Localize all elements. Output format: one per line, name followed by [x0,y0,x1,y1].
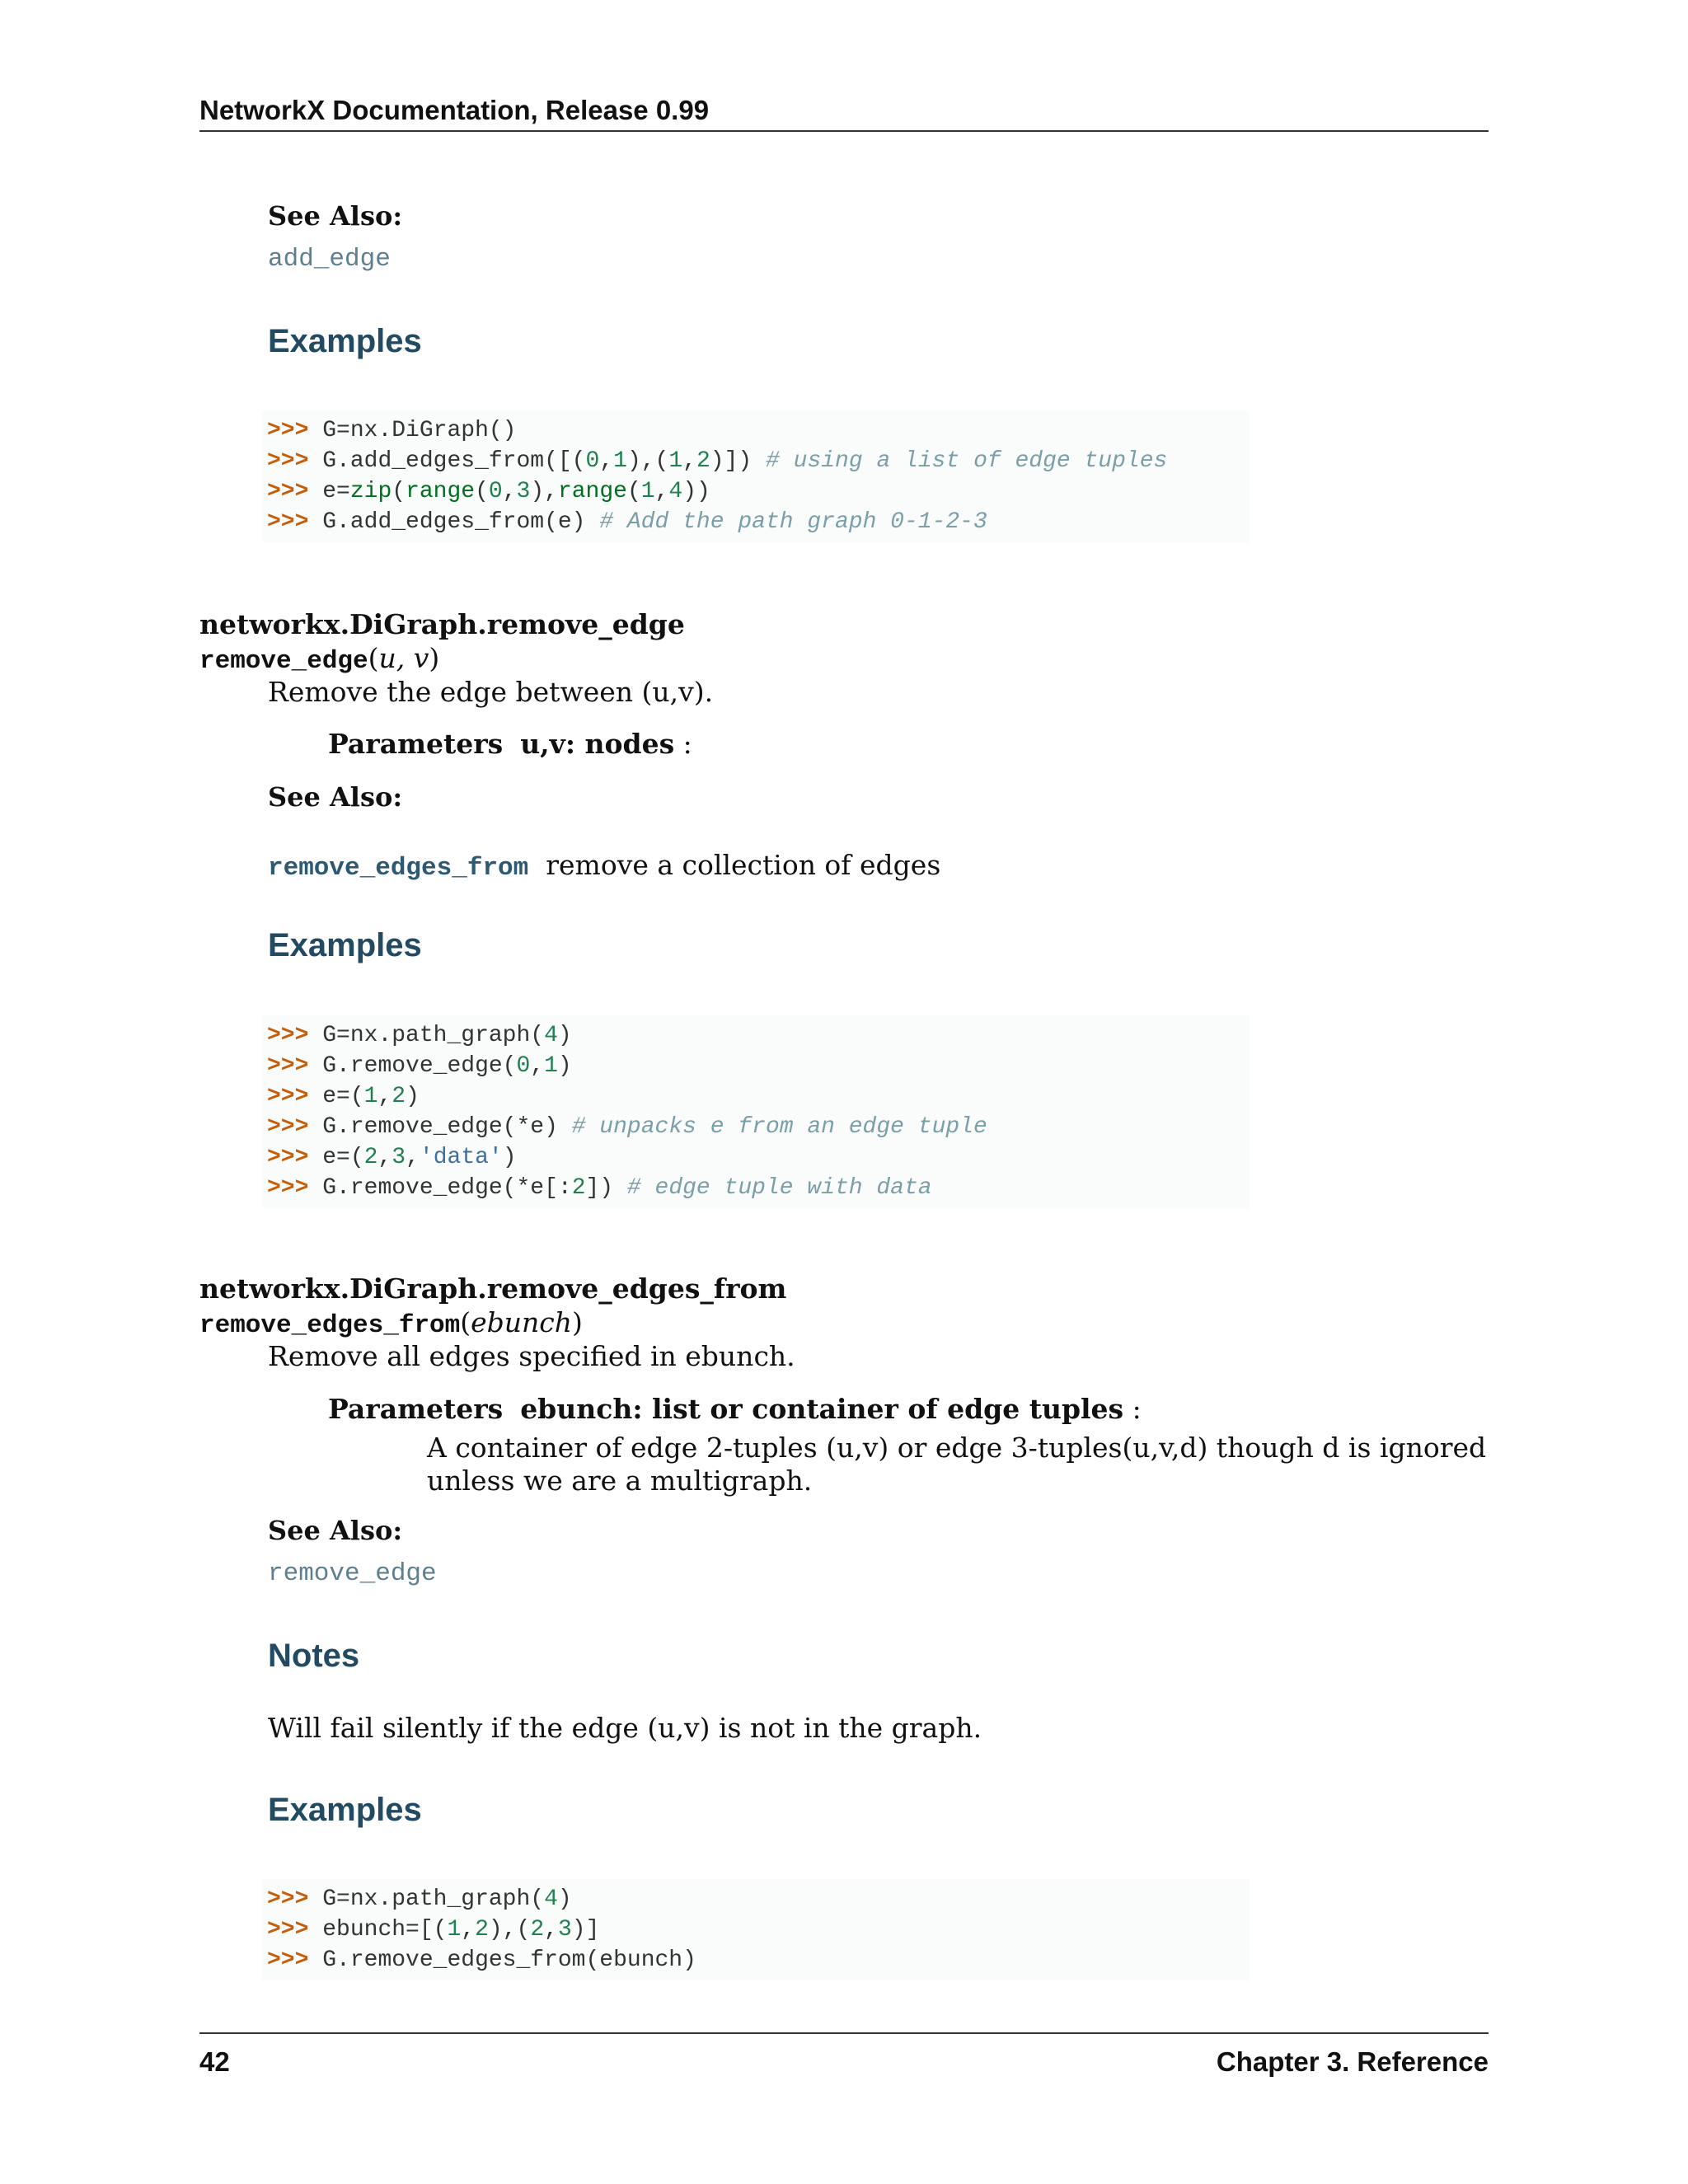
description-remove-edges-from: Remove all edges specified in ebunch. [268,1340,795,1372]
code-text: e=( [322,1084,364,1109]
code-prompt: >>> [267,1886,309,1912]
code-text: , [544,1917,558,1943]
code-line [267,446,1245,476]
header-title: NetworkX Documentation, Release 0.99 [199,95,710,125]
code-text: ( [392,479,406,504]
code-text: , [377,1145,392,1170]
code-line [267,1884,1245,1915]
code-comment: # using a list of edge tuples [766,448,1168,474]
signature-args: u, v [378,642,429,674]
code-text: G.remove_edge(*e[: [322,1175,572,1201]
code-line [267,1945,1245,1975]
qualified-name-remove-edge: networkx.DiGraph.remove_edge [199,608,685,640]
paren-open: ( [460,1306,471,1338]
code-number: 3 [557,1917,572,1943]
chapter-title: Chapter 3. Reference [1216,2046,1489,2077]
see-also-link-remove-edge[interactable]: remove_edge [268,1559,437,1588]
code-text: G=nx.DiGraph() [322,418,517,443]
parameters-desc-line2: unless we are a multigraph. [427,1465,813,1497]
code-text: , [406,1145,420,1170]
code-prompt: >>> [267,1947,309,1973]
code-text: ]) [585,1175,614,1201]
code-number: 1 [640,479,655,504]
code-line [267,1081,1245,1112]
code-number: 4 [544,1886,558,1912]
code-text: ) [557,1023,572,1048]
parameters-label: Parameters [328,728,504,760]
code-comment: # edge tuple with data [626,1175,932,1201]
code-number: 0 [488,479,503,504]
code-prompt: >>> [267,1917,309,1943]
code-prompt: >>> [267,479,309,504]
code-number: 0 [516,1053,531,1079]
qualified-name-remove-edges-from: networkx.DiGraph.remove_edges_from [199,1272,787,1305]
code-number: 1 [544,1053,558,1079]
code-comment: # unpacks e from an edge tuple [571,1114,987,1140]
code-line [267,415,1245,446]
code-text: )]) [710,448,753,474]
description-remove-edge: Remove the edge between (u,v). [268,676,714,708]
code-text: G.remove_edge(*e) [322,1114,558,1140]
code-prompt: >>> [267,1175,309,1201]
code-text: G.add_edges_from(e) [322,509,586,535]
code-number: 3 [516,479,531,504]
code-block [262,410,1250,542]
page-header [199,94,1489,132]
code-number: 1 [668,448,683,474]
code-text: , [502,479,517,504]
signature-name: remove_edge [199,647,368,676]
parameters-text: u,v: nodes [520,728,675,760]
code-text: , [530,1053,545,1079]
code-text: ) [406,1084,420,1109]
page-number: 42 [199,2046,230,2077]
see-also-link-add-edge[interactable]: add_edge [268,245,391,274]
code-text: ) [557,1886,572,1912]
parameters-remove-edges-from [328,1393,1142,1426]
code-prompt: >>> [267,1114,309,1140]
code-text: , [377,1084,392,1109]
code-number: 2 [571,1175,586,1201]
see-also-label: See Also: [268,200,403,232]
code-number: 0 [585,448,600,474]
code-prompt: >>> [267,1145,309,1170]
signature-remove-edge [199,642,439,678]
code-line [267,1020,1245,1051]
code-text: )) [682,479,710,504]
code-prompt: >>> [267,1084,309,1109]
code-text: G.remove_edges_from(ebunch) [322,1947,696,1973]
parameters-remove-edge [328,728,692,761]
code-builtin: zip [349,479,392,504]
code-number: 4 [668,479,683,504]
code-text: , [461,1917,476,1943]
code-line [267,1142,1245,1173]
code-line [267,1915,1245,1945]
code-line [267,1051,1245,1081]
code-text: ) [557,1053,572,1079]
notes-text: Will fail silently if the edge (u,v) is not in the graph. [268,1712,982,1744]
code-text: )] [571,1917,600,1943]
code-text: ( [475,479,489,504]
code-number: 4 [544,1023,558,1048]
signature-remove-edges-from [199,1306,583,1343]
parameters-suffix: : [674,728,692,760]
code-line [267,1173,1245,1203]
code-prompt: >>> [267,418,309,443]
code-text: ( [626,479,641,504]
paren-open: ( [368,642,379,674]
see-also-row [268,849,940,885]
examples-heading: Examples [268,1792,422,1828]
code-number: 2 [475,1917,489,1943]
code-number: 2 [392,1084,406,1109]
code-prompt: >>> [267,448,309,474]
code-text: , [654,479,669,504]
paren-close: ) [429,642,440,674]
code-text: ) [502,1145,517,1170]
code-text: , [599,448,614,474]
code-builtin: range [557,479,627,504]
page-footer [199,2032,1489,2079]
code-text: G=nx.path_graph( [322,1023,545,1048]
signature-name: remove_edges_from [199,1311,461,1340]
code-text: ),( [626,448,669,474]
code-string: 'data' [419,1145,503,1170]
see-also-link-remove-edges-from[interactable]: remove_edges_from [268,854,529,883]
code-prompt: >>> [267,1053,309,1079]
paren-close: ) [572,1306,583,1338]
code-text: G.remove_edge( [322,1053,517,1079]
parameters-text: ebunch: list or container of edge tuples [520,1393,1124,1425]
see-also-label: See Also: [268,781,403,813]
code-number: 1 [447,1917,462,1943]
code-text: ),( [488,1917,531,1943]
code-number: 2 [696,448,710,474]
code-text: e= [322,479,350,504]
notes-heading: Notes [268,1638,360,1674]
parameters-label: Parameters [328,1393,504,1425]
code-number: 3 [392,1145,406,1170]
see-also-label: See Also: [268,1515,403,1546]
code-number: 2 [530,1917,545,1943]
code-prompt: >>> [267,509,309,535]
signature-args: ebunch [471,1306,573,1338]
code-number: 1 [363,1084,378,1109]
code-text: ebunch=[( [322,1917,448,1943]
code-block [262,1015,1250,1208]
parameters-suffix: : [1123,1393,1142,1425]
examples-heading: Examples [268,927,422,963]
code-text: G=nx.path_graph( [322,1886,545,1912]
code-text: ), [530,479,558,504]
code-number: 2 [363,1145,378,1170]
code-text: , [682,448,696,474]
code-text: G.add_edges_from([( [322,448,586,474]
parameters-desc-line1: A container of edge 2-tuples (u,v) or edge 3-tuples(u,v,d) though d is ignored [427,1432,1487,1464]
code-comment: # Add the path graph 0-1-2-3 [599,509,987,535]
code-line [267,507,1245,537]
code-line [267,476,1245,507]
see-also-desc: remove a collection of edges [546,849,941,881]
code-text: e=( [322,1145,364,1170]
examples-heading: Examples [268,323,422,359]
code-line [267,1112,1245,1142]
code-number: 1 [613,448,627,474]
code-builtin: range [406,479,476,504]
code-block [262,1879,1250,1980]
code-prompt: >>> [267,1023,309,1048]
